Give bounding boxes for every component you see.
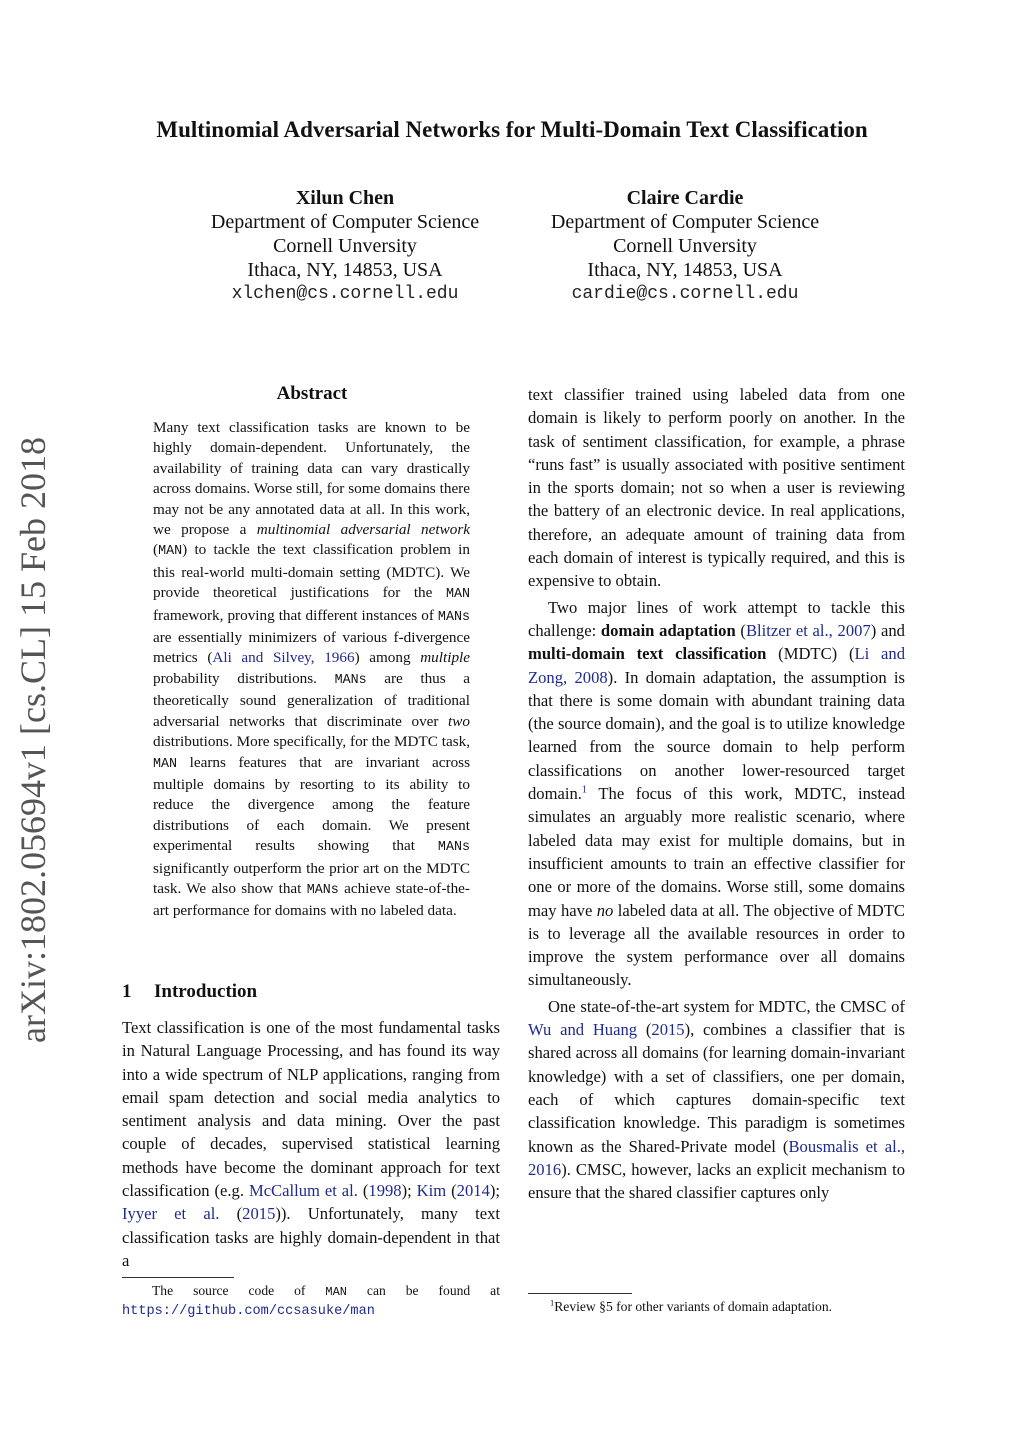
citation-link[interactable]: 2014	[456, 1181, 490, 1201]
citation-link[interactable]: Kim	[416, 1181, 447, 1201]
intro-paragraph: Text classification is one of the most fundamental tasks in Natural Language Processing, and has found its way into a wide spectrum of NLP applications, ranging from email spam detection and social media analytics to sentiment analysis and data mining. Over the past couple of decades, supervised statistical learning methods have become the dominant approach for text classification (e.g. McCallum et al. (1998); Kim (2014); Iyyer et al. (2015)). Unfortunately, many text classification tasks are highly domain-dependent in that a	[122, 1018, 500, 1270]
term-man: MAN	[445, 587, 470, 603]
citation-link[interactable]: 2015	[242, 1204, 276, 1224]
citation-link[interactable]: Li and Zong, 2008	[528, 644, 906, 687]
author-block-2	[525, 186, 845, 306]
author-department: Department of Computer Science	[550, 211, 820, 233]
term-man: MAN	[153, 756, 178, 772]
author-university: Cornell Unversity	[273, 235, 417, 257]
paragraph: One state-of-the-art system for MDTC, the CMSC of Wu and Huang (2015), combines a classifier that is shared across all domains (for learning domain-invariant knowledge) with a set of classifiers, one per domain, each of which captures domain-specific text classification knowledge. This paradigm is sometimes known as the Shared-Private model (Bousmalis et al., 2016). CMSC, however, lacks an explicit mechanism to ensure that the shared classifier captures only	[528, 996, 905, 1203]
author-name: Xilun Chen	[295, 187, 395, 209]
author-address: Ithaca, NY, 14853, USA	[247, 259, 443, 281]
abstract-text: Many text classification tasks are known to be highly domain-dependent. Unfortunately, the availability of training data can vary drastically across domains. Worse still, for some domains there may not be any annotated data at all. In this work, we propose a multinomial adversarial network (MAN) to tackle the text classification problem in this real-world multi-domain setting (MDTC). We provide theoretical justifications for the MAN framework, proving that different instances of MANs are essentially minimizers of various f-divergence metrics (Ali and Silvey, 1966) among multiple probability distributions. MANs are thus a theoretically sound generalization of traditional adversarial networks that discriminate over two distributions. More specifically, for the MDTC task, MAN learns features that are invariant across multiple domains by resorting to its ability to reduce the divergence among the feature distributions of each domain. We present experimental results showing that MANs significantly outperform the prior art on the MDTC task. We also show that MANs achieve state-of-the-art performance for domains with no labeled data.	[153, 419, 470, 920]
citation-link[interactable]: 2015	[651, 1020, 685, 1040]
citation-link[interactable]: Ali and Silvey, 1966	[212, 649, 355, 667]
term-man-full: multinomial adversarial network	[256, 521, 470, 539]
term-two: two	[448, 712, 470, 730]
author-name: Claire Cardie	[626, 187, 744, 209]
paragraph: text classifier trained using labeled data from one domain is likely to perform poorly on another. In the task of sentiment classification, for example, a phrase “runs fast” is usually associated with positive sentiment in the sports domain; not so when a user is reviewing the battery of an electronic device. In real applications, therefore, an adequate amount of training data from each domain of interest is typically required, and this is expensive to obtain.	[528, 385, 905, 591]
citation-link[interactable]: 1998	[368, 1181, 402, 1201]
citation-link[interactable]: Wu and Huang	[528, 1020, 638, 1040]
abstract-heading: Abstract	[276, 383, 348, 404]
term-mans: MANs	[306, 882, 339, 898]
term-multiple: multiple	[420, 649, 470, 667]
author-address: Ithaca, NY, 14853, USA	[587, 259, 783, 281]
paper-title: Multinomial Adversarial Networks for Multi-Domain Text Classification	[156, 117, 868, 142]
footnote-rule	[528, 1293, 632, 1294]
footnote-rule	[122, 1277, 234, 1278]
footnote: $^1$Review §5 for other variants of domain adaptation.	[550, 1297, 833, 1314]
term-man: MAN	[325, 1285, 347, 1299]
paragraph: Two major lines of work attempt to tackle this challenge: domain adaptation (Blitzer et al., 2007) and multi-domain text classification (MDTC) (Li and Zong, 2008). In domain adaptation, the assumption is that there is some domain with abundant training data (the source domain), and the goal is to utilize knowledge learned from the source domain to help perform classifications on another lower-resourced target domain.$^1$ The focus of this work, MDTC, instead simulates an arguably more realistic scenario, where labeled data may exist for multiple domains, but in insufficient amounts to train an effective classifier for one or more of the domains. Worse still, some domains may have no labeled data at all. The objective of MDTC is to leverage all the available resources in order to improve the system performance over all domains simultaneously.	[528, 597, 906, 990]
author-email[interactable]: cardie@cs.cornell.edu	[571, 284, 799, 304]
author-email[interactable]: xlchen@cs.cornell.edu	[231, 284, 459, 304]
citation-link[interactable]: Iyyer et al.	[122, 1204, 220, 1224]
citation-link[interactable]: McCallum et al.	[248, 1181, 358, 1201]
term-mans: MANs	[437, 840, 470, 856]
term-mans: MANs	[437, 609, 470, 625]
section-heading	[122, 981, 257, 1003]
term-no: no	[596, 900, 614, 920]
arxiv-stamp: arXiv:1802.05694v1 [cs.CL] 15 Feb 2018	[13, 437, 53, 1043]
author-department: Department of Computer Science	[210, 211, 480, 233]
term-mans: MANs	[334, 672, 367, 688]
citation-link[interactable]: Blitzer et al., 2007	[745, 620, 871, 640]
citation-link[interactable]: Bousmalis et al., 2016	[528, 1136, 905, 1179]
term-multi-domain: multi-domain text classification	[528, 644, 767, 664]
right-column-text	[528, 383, 905, 1207]
term-domain-adaptation: domain adaptation	[600, 620, 736, 640]
author-university: Cornell Unversity	[613, 235, 757, 257]
footnote-marker[interactable]: 1	[581, 784, 588, 796]
source-code-link[interactable]: https://github.com/ccsasuke/man	[122, 1304, 375, 1319]
term-man: MAN	[158, 544, 183, 560]
author-block-1	[185, 186, 505, 306]
section-title: Introduction	[154, 981, 258, 1002]
footnote: The source code of MAN can be found at https://github.com/ccsasuke/man	[122, 1283, 500, 1319]
section-number: 1	[122, 981, 132, 1002]
